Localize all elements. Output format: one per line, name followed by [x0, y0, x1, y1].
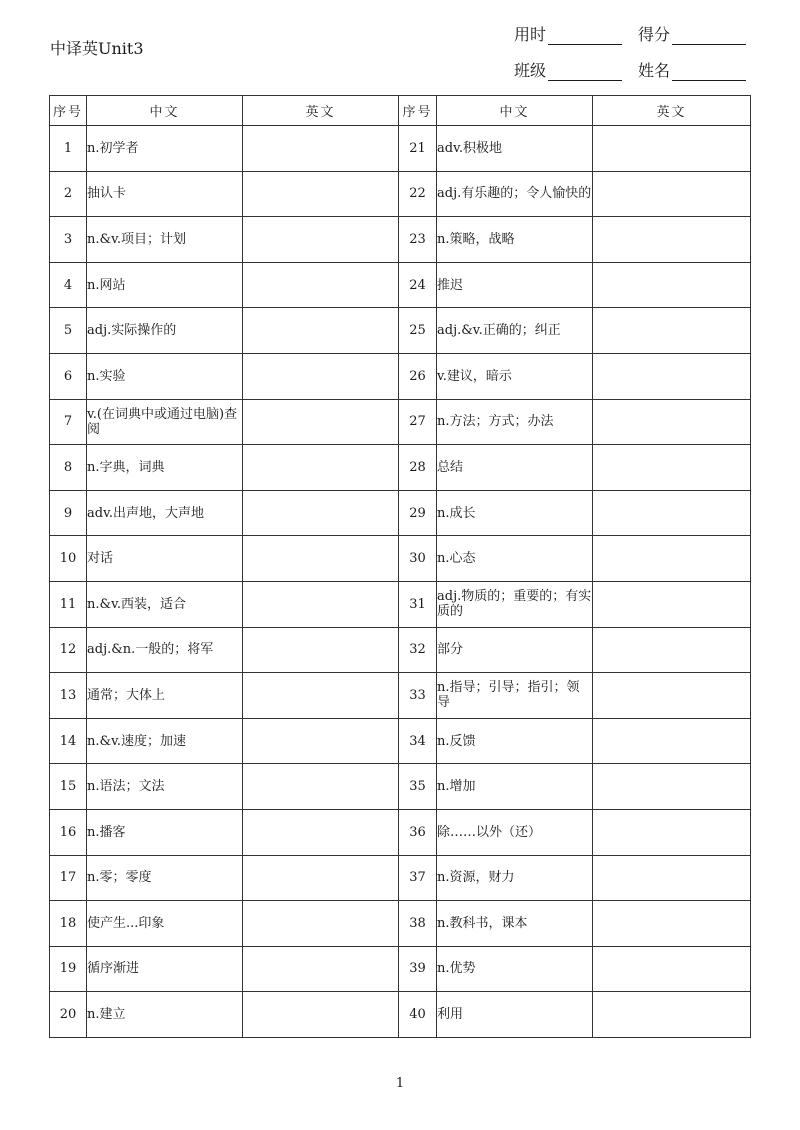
chinese-term-cell: n.策略，战略	[437, 217, 593, 263]
row-number-cell: 36	[399, 809, 437, 855]
col-header-number: 序号	[50, 96, 87, 126]
table-row	[50, 126, 751, 172]
chinese-term-cell: n.&v.项目；计划	[87, 217, 243, 263]
chinese-term-cell: adj.实际操作的	[87, 308, 243, 354]
row-number-cell: 17	[50, 855, 87, 901]
chinese-term-cell: adv.出声地，大声地	[87, 490, 243, 536]
row-number-cell: 20	[50, 992, 87, 1038]
english-answer-cell[interactable]	[243, 946, 399, 992]
chinese-term-cell: n.增加	[437, 764, 593, 810]
chinese-term-cell: 循序渐进	[87, 946, 243, 992]
chinese-term-cell: n.指导；引导；指引；领导	[437, 673, 593, 719]
row-number-cell: 11	[50, 581, 87, 627]
english-answer-cell[interactable]	[593, 992, 751, 1038]
col-header-english: 英文	[593, 96, 751, 126]
english-answer-cell[interactable]	[243, 217, 399, 263]
table-row	[50, 581, 751, 627]
row-number-cell: 35	[399, 764, 437, 810]
chinese-term-cell: adj.物质的；重要的；有实质的	[437, 581, 593, 627]
english-answer-cell[interactable]	[593, 445, 751, 491]
chinese-term-cell: n.零；零度	[87, 855, 243, 901]
chinese-term-cell: n.心态	[437, 536, 593, 582]
english-answer-cell[interactable]	[243, 353, 399, 399]
chinese-term-cell: n.优势	[437, 946, 593, 992]
row-number-cell: 21	[399, 126, 437, 172]
table-row	[50, 946, 751, 992]
chinese-term-cell: adj.有乐趣的；令人愉快的	[437, 171, 593, 217]
row-number-cell: 39	[399, 946, 437, 992]
chinese-term-cell: n.反馈	[437, 718, 593, 764]
english-answer-cell[interactable]	[593, 718, 751, 764]
row-number-cell: 25	[399, 308, 437, 354]
row-number-cell: 9	[50, 490, 87, 536]
row-number-cell: 22	[399, 171, 437, 217]
english-answer-cell[interactable]	[243, 308, 399, 354]
english-answer-cell[interactable]	[243, 126, 399, 172]
row-number-cell: 3	[50, 217, 87, 263]
page-number: 1	[395, 1076, 405, 1091]
row-number-cell: 34	[399, 718, 437, 764]
row-number-cell: 37	[399, 855, 437, 901]
english-answer-cell[interactable]	[243, 992, 399, 1038]
row-number-cell: 2	[50, 171, 87, 217]
english-answer-cell[interactable]	[593, 262, 751, 308]
time-blank[interactable]	[548, 26, 622, 45]
chinese-term-cell: 除……以外（还）	[437, 809, 593, 855]
table-row	[50, 855, 751, 901]
table-row	[50, 764, 751, 810]
row-number-cell: 6	[50, 353, 87, 399]
col-header-chinese: 中文	[437, 96, 593, 126]
chinese-term-cell: n.建立	[87, 992, 243, 1038]
table-row	[50, 673, 751, 719]
time-label: 用时	[514, 25, 547, 44]
meta-row-class-name	[514, 58, 746, 81]
row-number-cell: 14	[50, 718, 87, 764]
english-answer-cell[interactable]	[593, 217, 751, 263]
row-number-cell: 12	[50, 627, 87, 673]
table-row	[50, 718, 751, 764]
score-blank[interactable]	[672, 26, 746, 45]
english-answer-cell[interactable]	[593, 490, 751, 536]
table-row	[50, 901, 751, 947]
row-number-cell: 38	[399, 901, 437, 947]
chinese-term-cell: 总结	[437, 445, 593, 491]
chinese-term-cell: n.&v.西装，适合	[87, 581, 243, 627]
score-label: 得分	[638, 25, 671, 44]
chinese-term-cell: n.成长	[437, 490, 593, 536]
chinese-term-cell: n.播客	[87, 809, 243, 855]
table-row	[50, 353, 751, 399]
row-number-cell: 23	[399, 217, 437, 263]
row-number-cell: 18	[50, 901, 87, 947]
english-answer-cell[interactable]	[593, 673, 751, 719]
english-answer-cell[interactable]	[243, 627, 399, 673]
english-answer-cell[interactable]	[243, 764, 399, 810]
chinese-term-cell: 抽认卡	[87, 171, 243, 217]
english-answer-cell[interactable]	[243, 536, 399, 582]
row-number-cell: 27	[399, 399, 437, 445]
row-number-cell: 19	[50, 946, 87, 992]
row-number-cell: 4	[50, 262, 87, 308]
chinese-term-cell: n.实验	[87, 353, 243, 399]
chinese-term-cell: 部分	[437, 627, 593, 673]
english-answer-cell[interactable]	[593, 581, 751, 627]
chinese-term-cell: 利用	[437, 992, 593, 1038]
table-row	[50, 809, 751, 855]
english-answer-cell[interactable]	[593, 353, 751, 399]
chinese-term-cell: 使产生...印象	[87, 901, 243, 947]
chinese-term-cell: 对话	[87, 536, 243, 582]
english-answer-cell[interactable]	[243, 262, 399, 308]
row-number-cell: 8	[50, 445, 87, 491]
name-blank[interactable]	[672, 62, 746, 81]
english-answer-cell[interactable]	[593, 901, 751, 947]
english-answer-cell[interactable]	[243, 901, 399, 947]
chinese-term-cell: 通常；大体上	[87, 673, 243, 719]
row-number-cell: 24	[399, 262, 437, 308]
english-answer-cell[interactable]	[593, 308, 751, 354]
table-row	[50, 308, 751, 354]
row-number-cell: 40	[399, 992, 437, 1038]
english-answer-cell[interactable]	[593, 855, 751, 901]
english-answer-cell[interactable]	[593, 946, 751, 992]
english-answer-cell[interactable]	[593, 809, 751, 855]
chinese-term-cell: n.方法；方式；办法	[437, 399, 593, 445]
table-row	[50, 627, 751, 673]
col-header-chinese: 中文	[87, 96, 243, 126]
english-answer-cell[interactable]	[243, 445, 399, 491]
english-answer-cell[interactable]	[593, 126, 751, 172]
english-answer-cell[interactable]	[243, 490, 399, 536]
english-answer-cell[interactable]	[243, 718, 399, 764]
name-label: 姓名	[638, 61, 671, 80]
vocabulary-table	[49, 95, 751, 1038]
chinese-term-cell: n.教科书，课本	[437, 901, 593, 947]
chinese-term-cell: n.字典，词典	[87, 445, 243, 491]
class-blank[interactable]	[548, 62, 622, 81]
class-label: 班级	[514, 61, 547, 80]
english-answer-cell[interactable]	[243, 809, 399, 855]
table-row	[50, 399, 751, 445]
table-row	[50, 171, 751, 217]
row-number-cell: 29	[399, 490, 437, 536]
chinese-term-cell: 推迟	[437, 262, 593, 308]
row-number-cell: 26	[399, 353, 437, 399]
english-answer-cell[interactable]	[243, 171, 399, 217]
english-answer-cell[interactable]	[243, 673, 399, 719]
worksheet-title: 中译英Unit3	[50, 39, 144, 58]
table-row	[50, 536, 751, 582]
row-number-cell: 7	[50, 399, 87, 445]
english-answer-cell[interactable]	[593, 171, 751, 217]
row-number-cell: 31	[399, 581, 437, 627]
row-number-cell: 30	[399, 536, 437, 582]
english-answer-cell[interactable]	[593, 536, 751, 582]
row-number-cell: 16	[50, 809, 87, 855]
table-row	[50, 262, 751, 308]
chinese-term-cell: n.语法；文法	[87, 764, 243, 810]
chinese-term-cell: n.资源，财力	[437, 855, 593, 901]
english-answer-cell[interactable]	[593, 627, 751, 673]
english-answer-cell[interactable]	[243, 399, 399, 445]
chinese-term-cell: v.建议，暗示	[437, 353, 593, 399]
row-number-cell: 33	[399, 673, 437, 719]
chinese-term-cell: adj.&n.一般的；将军	[87, 627, 243, 673]
english-answer-cell[interactable]	[243, 855, 399, 901]
col-header-number: 序号	[399, 96, 437, 126]
table-row	[50, 217, 751, 263]
english-answer-cell[interactable]	[593, 764, 751, 810]
row-number-cell: 13	[50, 673, 87, 719]
english-answer-cell[interactable]	[593, 399, 751, 445]
meta-row-time-score	[514, 22, 746, 45]
row-number-cell: 15	[50, 764, 87, 810]
table-row	[50, 490, 751, 536]
row-number-cell: 10	[50, 536, 87, 582]
chinese-term-cell: n.初学者	[87, 126, 243, 172]
chinese-term-cell: adv.积极地	[437, 126, 593, 172]
table-row	[50, 445, 751, 491]
row-number-cell: 1	[50, 126, 87, 172]
chinese-term-cell: n.网站	[87, 262, 243, 308]
col-header-english: 英文	[243, 96, 399, 126]
row-number-cell: 5	[50, 308, 87, 354]
table-row	[50, 992, 751, 1038]
table-header-row	[50, 96, 751, 126]
table-body	[50, 126, 751, 1038]
chinese-term-cell: n.&v.速度；加速	[87, 718, 243, 764]
row-number-cell: 28	[399, 445, 437, 491]
chinese-term-cell: adj.&v.正确的；纠正	[437, 308, 593, 354]
chinese-term-cell: v.(在词典中或通过电脑)查阅	[87, 399, 243, 445]
row-number-cell: 32	[399, 627, 437, 673]
english-answer-cell[interactable]	[243, 581, 399, 627]
